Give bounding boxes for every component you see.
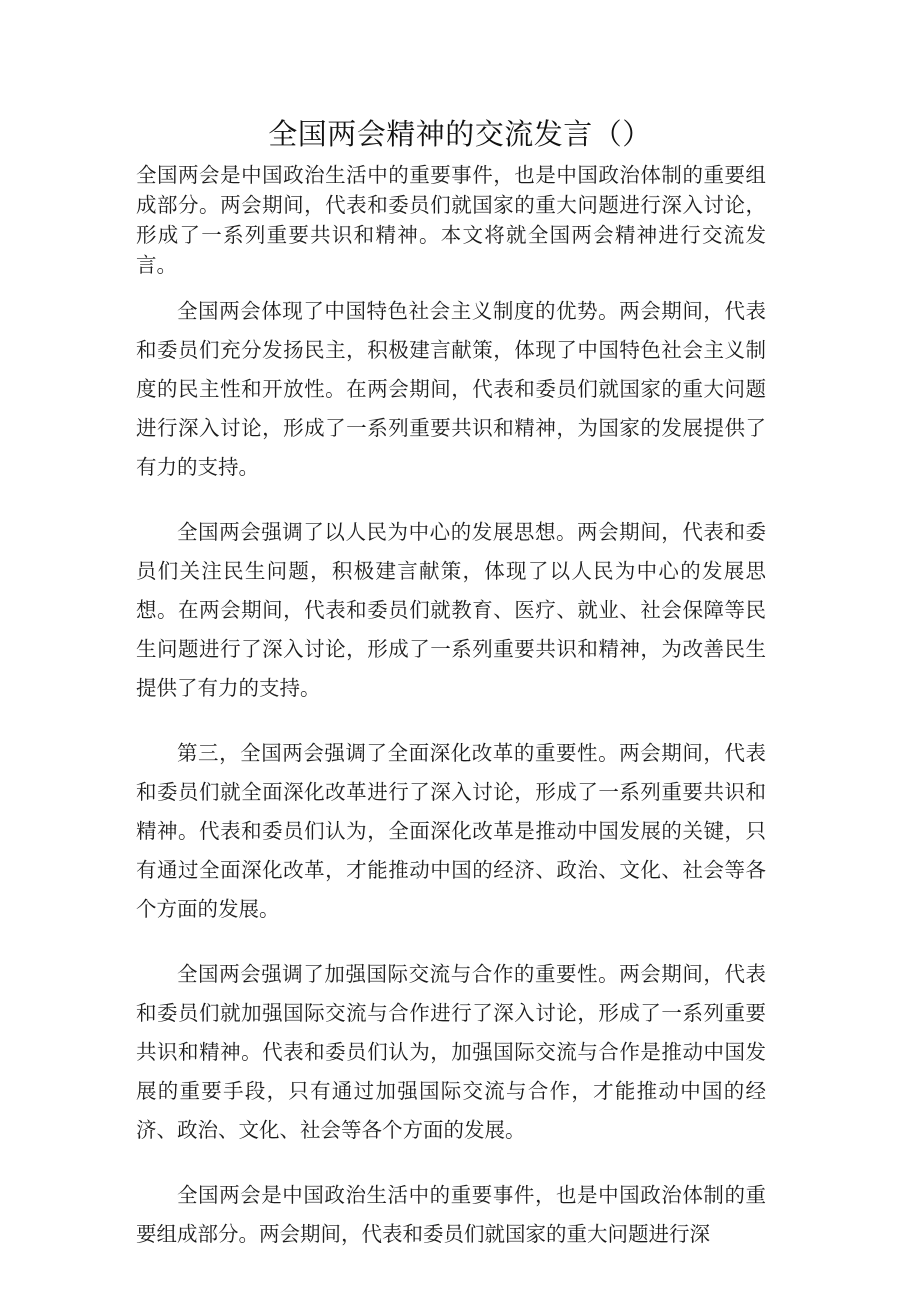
body-paragraph-3: 第三，全国两会强调了全面深化改革的重要性。两会期间，代表和委员们就全面深化改革进行了深入讨论，形成了一系列重要共识和精神。代表和委员们认为，全面深化改革是推动中国发展的关键，只有通过全面深化改革，才能推动中国的经济、政治、文化、社会等各个方面的发展。 — [136, 741, 766, 921]
intro-paragraph: 全国两会是中国政治生活中的重要事件，也是中国政治体制的重要组成部分。两会期间，代表和委员们就国家的重大问题进行深入讨论，形成了一系列重要共识和精神。本文将就全国两会精神进行交流发言。 — [136, 163, 766, 277]
document-body — [136, 160, 766, 1280]
body-paragraph-4: 全国两会强调了加强国际交流与合作的重要性。两会期间，代表和委员们就加强国际交流与合作进行了深入讨论，形成了一系列重要共识和精神。代表和委员们认为，加强国际交流与合作是推动中国发展的重要手段，只有通过加强国际交流与合作，才能推动中国的经济、政治、文化、社会等各个方面的发展。 — [136, 962, 766, 1142]
body-paragraph-1: 全国两会体现了中国特色社会主义制度的优势。两会期间，代表和委员们充分发扬民主，积极建言献策，体现了中国特色社会主义制度的民主性和开放性。在两会期间，代表和委员们就国家的重大问题进行深入讨论，形成了一系列重要共识和精神，为国家的发展提供了有力的支持。 — [136, 299, 766, 479]
document-title: 全国两会精神的交流发言（） — [268, 117, 652, 151]
body-paragraph-5: 全国两会是中国政治生活中的重要事件，也是中国政治体制的重要组成部分。两会期间，代表和委员们就国家的重大问题进行深 — [136, 1183, 766, 1246]
body-paragraph-2: 全国两会强调了以人民为中心的发展思想。两会期间，代表和委员们关注民生问题，积极建言献策，体现了以人民为中心的发展思想。在两会期间，代表和委员们就教育、医疗、就业、社会保障等民生问题进行了深入讨论，形成了一系列重要共识和精神，为改善民生提供了有力的支持。 — [136, 520, 766, 700]
